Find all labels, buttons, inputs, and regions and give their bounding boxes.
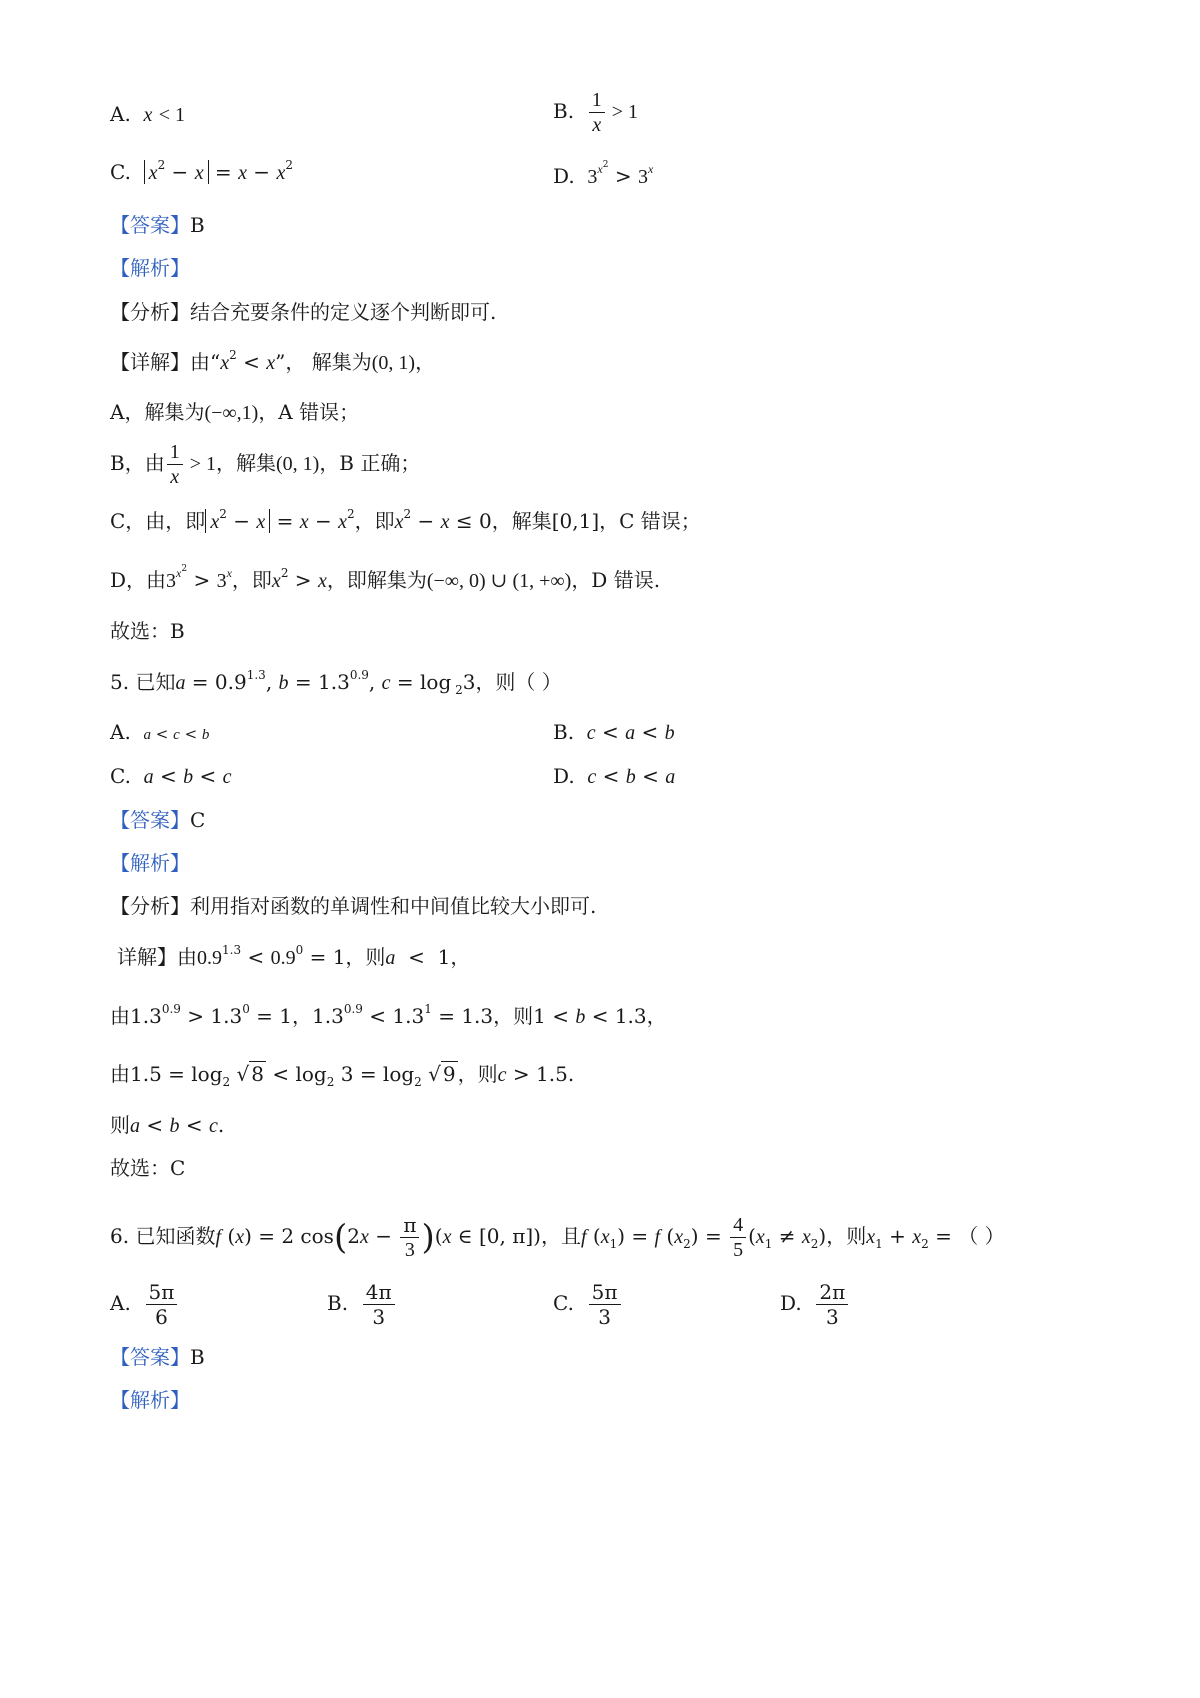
q4-xiangjie: 【详解】由“$x^2 < x$”， 解集为(0, 1)，	[110, 348, 436, 374]
q4-analysis-label: 【解析】	[110, 256, 190, 280]
q6-answer: 【答案】B	[110, 1345, 205, 1369]
q5-option-a: A. a < c < b	[110, 720, 210, 744]
q5-analysis-label: 【解析】	[110, 851, 190, 875]
q5-option-b: B. c < a < b	[553, 720, 675, 744]
q4-option-b: B. $\frac{1}{x}$ > 1	[553, 89, 639, 136]
q5-option-d: D. c < b < a	[553, 764, 676, 788]
q6-option-a: A. $\frac{5\pi}{6}$	[110, 1280, 179, 1329]
q5-line-4: 则a < b < c.	[110, 1113, 225, 1137]
q4-line-c: C，由，即 $x^2 - x = x - x^2$，即$x^2 - x \le 0$，解集[0,1]，C 错误；	[110, 507, 701, 533]
q4-option-a: A. x < 1	[110, 102, 186, 126]
q4-option-d: D. $3^{x^2} > 3^x$	[553, 160, 654, 188]
q4-choice: 故选：B	[110, 619, 185, 643]
q5-fenxi: 【分析】利用指对函数的单调性和中间值比较大小即可.	[110, 894, 597, 918]
q5-answer: 【答案】C	[110, 808, 206, 832]
q4-option-c: C. $x^2 - x = x - x^2$	[110, 158, 293, 184]
q4-fenxi: 【分析】结合充要条件的定义逐个判断即可.	[110, 300, 497, 324]
q5-line-3: 由$1.5 = \log_2$ √ $8 < \log_2 3 = \log_2$ √ 9 ，则c > 1.5.	[110, 1062, 575, 1089]
q5-option-c: C. a < b < c	[110, 764, 232, 788]
q5-stem: 5. 已知$a = 0.9^{1.3}$, $b = 1.3^{0.9}$, c = log $_2$3，则（ ）	[110, 668, 562, 697]
q4-answer: 【答案】B	[110, 213, 205, 237]
q5-line-1: 详解】由$0.9^{1.3} < 0.9^0 = 1$，则a < 1，	[117, 943, 471, 969]
q4-line-a: A，解集为(−∞,1)，A 错误；	[110, 400, 360, 424]
q5-choice: 故选：C	[110, 1156, 186, 1180]
q6-option-b: B. $\frac{4\pi}{3}$	[327, 1280, 397, 1329]
q5-line-2: 由$1.3^{0.9} > 1.3^0 = 1$，$1.3^{0.9} < 1.3^1 = 1.3$，则1 < b < 1.3，	[110, 1002, 667, 1028]
q4-line-b: B，由 $\frac{1}{x}$ > 1，解集(0, 1)，B 正确；	[110, 441, 421, 488]
q6-option-c: C. $\frac{5\pi}{3}$	[553, 1280, 623, 1329]
q4-line-d: D，由$3^{x^2} > 3^x$，即$x^2 > x$，即解集为(−∞, 0) ∪ (1, +∞)，D 错误.	[110, 564, 661, 592]
q6-stem: 6. 已知函数f (x) = 2 cos(2x − $\frac{\pi}{3}$ )(x ∈ [0, π])，且f $(x_1) = f$ $(x_2)$ = $\frac{4}{5}$ $(x_1 \ne x_2)$，则$x_1 + x_2$ = （ ）	[110, 1213, 1005, 1261]
q6-analysis-label: 【解析】	[110, 1388, 190, 1412]
q6-option-d: D. $\frac{2\pi}{3}$	[780, 1280, 850, 1329]
